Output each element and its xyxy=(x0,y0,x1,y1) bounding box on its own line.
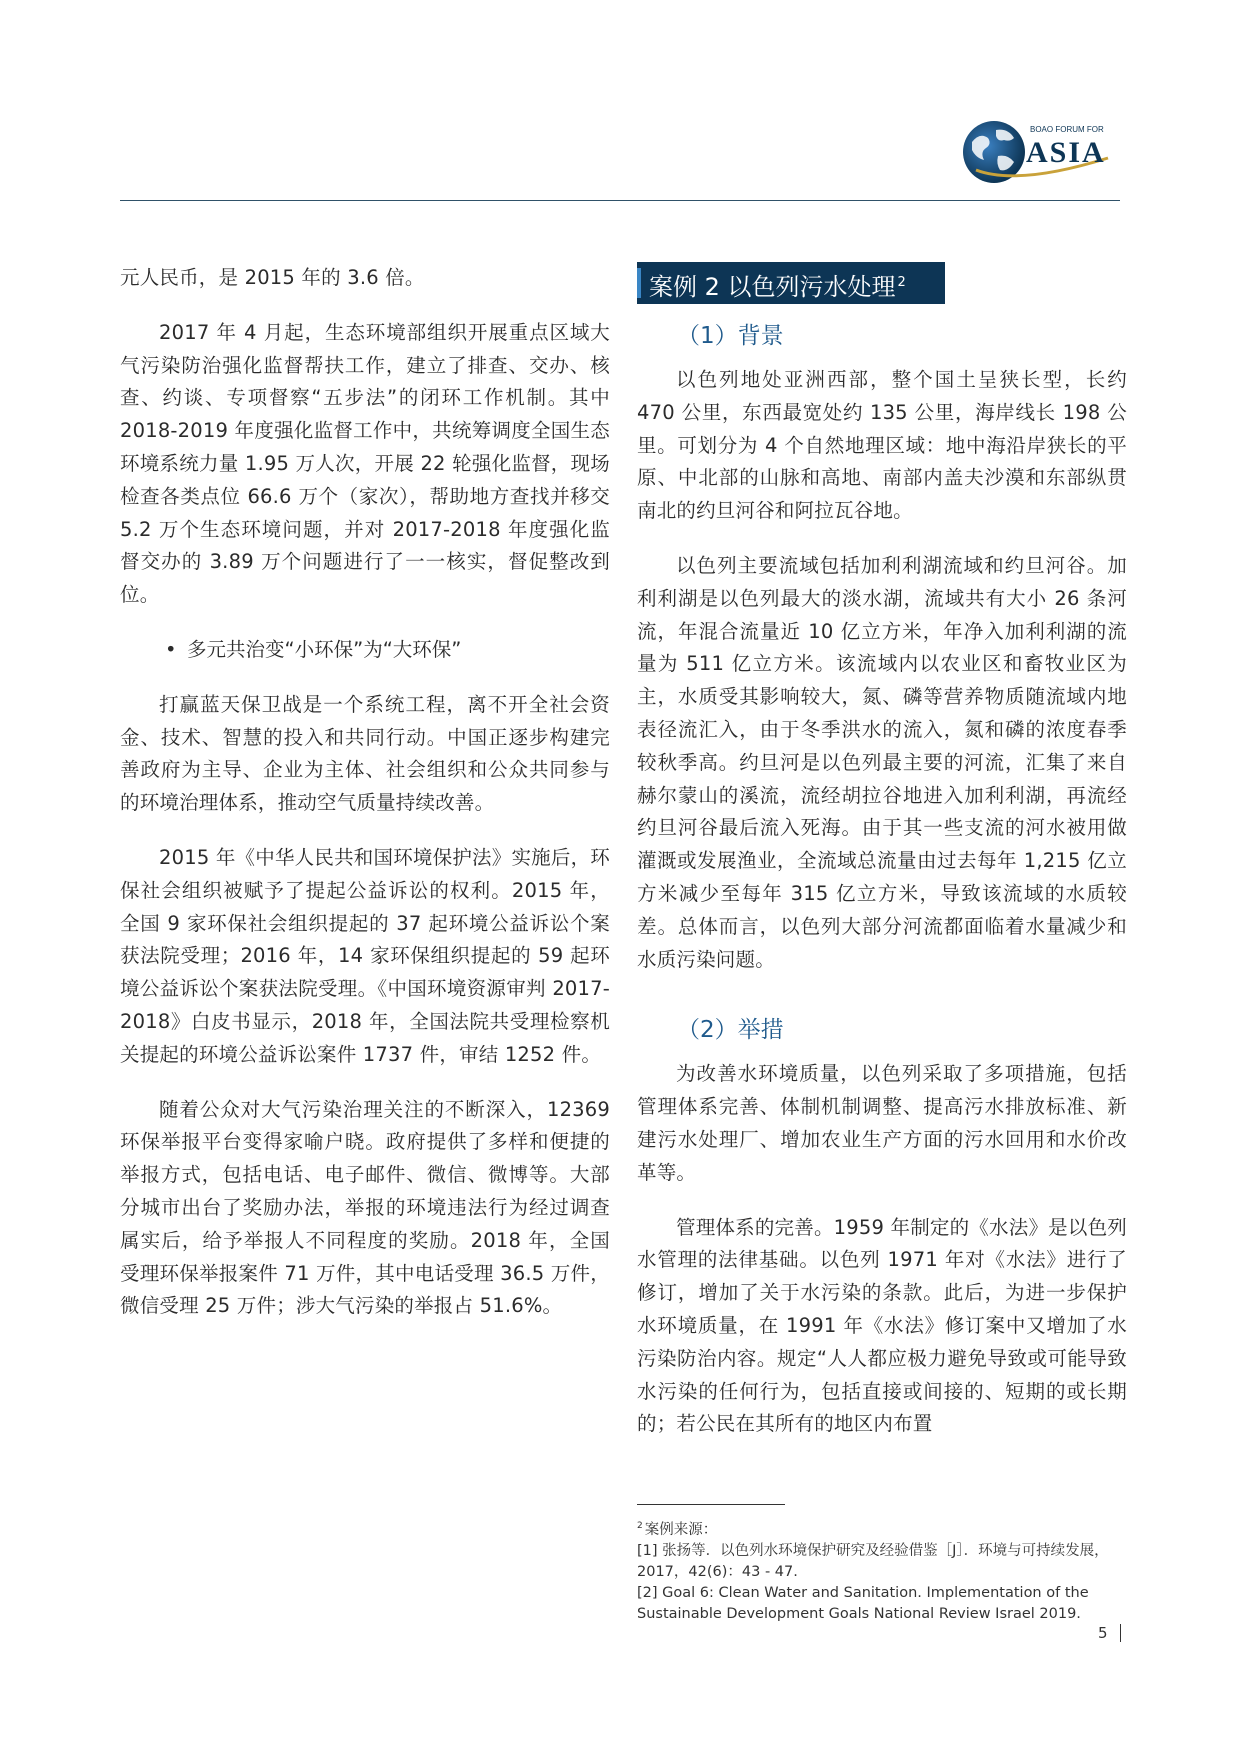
footnote-label xyxy=(637,1516,1127,1541)
bullet-mark: • xyxy=(165,637,177,661)
paragraph-supervision: 2017 年 4 月起，生态环境部组织开展重点区域大气污染防治强化监督帮扶工作，建立了排查、交办、核查、约谈、专项督察“五步法”的闭环工作机制。其中 2018-2019 年度强化监督工作中，共统筹调度全国生态环境系统力量 1.95 万人次，开展 22 轮强化监督，现场检查各类点位 66.6 万个（家次），帮助地方查找并移交 5.2 万个生态环境问题，并对 2017-2018 年度强化监督交办的 3.89 万个问题进行了一一核实，督促整改到位。 xyxy=(120,320,610,607)
left-column xyxy=(120,262,610,1345)
subheading-measures: （2）举措 xyxy=(677,1017,784,1044)
paragraph-co-governance: 打赢蓝天保卫战是一个系统工程，离不开全社会资金、技术、智慧的投入和共同行动。中国正逐步构建完善政府为主导、企业为主体、社会组织和公众共同参与的环境治理体系，推动空气质量持续改善。 xyxy=(120,692,610,815)
paragraph-geography: 以色列地处亚洲西部，整个国土呈狭长型，长约 470 公里，东西最宽处约 135 公里，海岸线长 198 公里。可划分为 4 个自然地理区域：地中海沿岸狭长的平原、中北部的山脉和高地、南部内盖夫沙漠和东部纵贯南北的约旦河谷和阿拉瓦谷地。 xyxy=(637,368,1127,523)
page-number-bar xyxy=(1120,1624,1121,1642)
header-divider xyxy=(120,200,1120,201)
paragraph-reporting-platform: 随着公众对大气污染治理关注的不断深入，12369 环保举报平台变得家喻户晓。政府提供了多样和便捷的举报方式，包括电话、电子邮件、微信、微博等。大部分城市出台了奖励办法，举报的环境违法行为经过调查属实后，给予举报人不同程度的奖励。2018 年，全国受理环保举报案件 71 万件，其中电话受理 36.5 万件，微信受理 25 万件；涉大气污染的举报占 51.6%。 xyxy=(120,1097,610,1318)
boao-forum-logo xyxy=(958,112,1128,192)
bullet-heading-text: 多元共治变“小环保”为“大环保” xyxy=(187,637,462,661)
subheading-background: （1）背景 xyxy=(677,323,784,349)
case-title-banner xyxy=(637,262,945,304)
footnote-ref-2: [2] Goal 6: Clean Water and Sanitation. Implementation of the Sustainable Development Goals National Review Israel 2019. xyxy=(637,1585,1089,1622)
case-banner-accent xyxy=(637,268,641,298)
logo-big-text: ASIA xyxy=(1026,136,1106,169)
case-title: 案例 2 以色列污水处理 xyxy=(649,273,896,301)
page-number: 5 xyxy=(1098,1624,1108,1642)
bullet-heading xyxy=(120,634,610,667)
footnote-label-text: 案例来源： xyxy=(644,1522,718,1538)
globe-logo-icon xyxy=(958,112,1128,192)
footnotes xyxy=(637,1516,1127,1625)
footnote-ref-1: [1] 张扬等．以色列水环境保护研究及经验借鉴［J］．环境与可持续发展，2017，42(6)：43 - 47. xyxy=(637,1543,1109,1580)
paragraph-water-law: 管理体系的完善。1959 年制定的《水法》是以色列水管理的法律基础。以色列 1971 年对《水法》进行了修订，增加了关于水污染的条款。此后，为进一步保护水环境质量，在 1991 年《水法》修订案中又增加了水污染防治内容。规定“人人都应极力避免导致或可能导致水污染的任何行为，包括直接或间接的、短期的或长期的；若公民在其所有的地区内布置 xyxy=(637,1215,1127,1436)
logo-small-text: BOAO FORUM FOR xyxy=(1030,125,1104,134)
right-column xyxy=(637,262,1127,1463)
paragraph-continued: 元人民币，是 2015 年的 3.6 倍。 xyxy=(120,266,425,289)
paragraph-public-litigation: 2015 年《中华人民共和国环境保护法》实施后，环保社会组织被赋予了提起公益诉讼的权利。2015 年，全国 9 家环保社会组织提起的 37 起环境公益诉讼个案获法院受理；2016 年，14 家环保组织提起的 59 起环境公益诉讼个案获法院受理。《中国环境资源审判 2017-2018》白皮书显示，2018 年，全国法院共受理检察机关提起的环境公益诉讼案件 1737 件，审结 1252 件。 xyxy=(120,845,610,1066)
paragraph-watersheds: 以色列主要流域包括加利利湖流域和约旦河谷。加利利湖是以色列最大的淡水湖，流域共有大小 26 条河流，年混合流量近 10 亿立方米，年净入加利利湖的流量为 511 亿立方米。该流域内以农业区和畜牧业区为主，水质受其影响较大，氮、磷等营养物质随流域内地表径流汇入，由于冬季洪水的流入，氮和磷的浓度春季较秋季高。约旦河是以色列最主要的河流，汇集了来自赫尔蒙山的溪流，流经胡拉谷地进入加利利湖，再流经约旦河谷最后流入死海。由于其一些支流的河水被用做灌溉或发展渔业，全流域总流量由过去每年 1,215 亿立方米减少至每年 315 亿立方米，导致该流域的水质较差。总体而言，以色列大部分河流都面临着水量减少和水质污染问题。 xyxy=(637,553,1127,971)
footnote-mark: 2 xyxy=(637,1521,643,1531)
footnote-divider xyxy=(637,1504,785,1505)
footnote-ref: 2 xyxy=(897,275,906,290)
paragraph-measures: 为改善水环境质量，以色列采取了多项措施，包括管理体系完善、体制机制调整、提高污水排放标准、新建污水处理厂、增加农业生产方面的污水回用和水价改革等。 xyxy=(637,1062,1127,1184)
